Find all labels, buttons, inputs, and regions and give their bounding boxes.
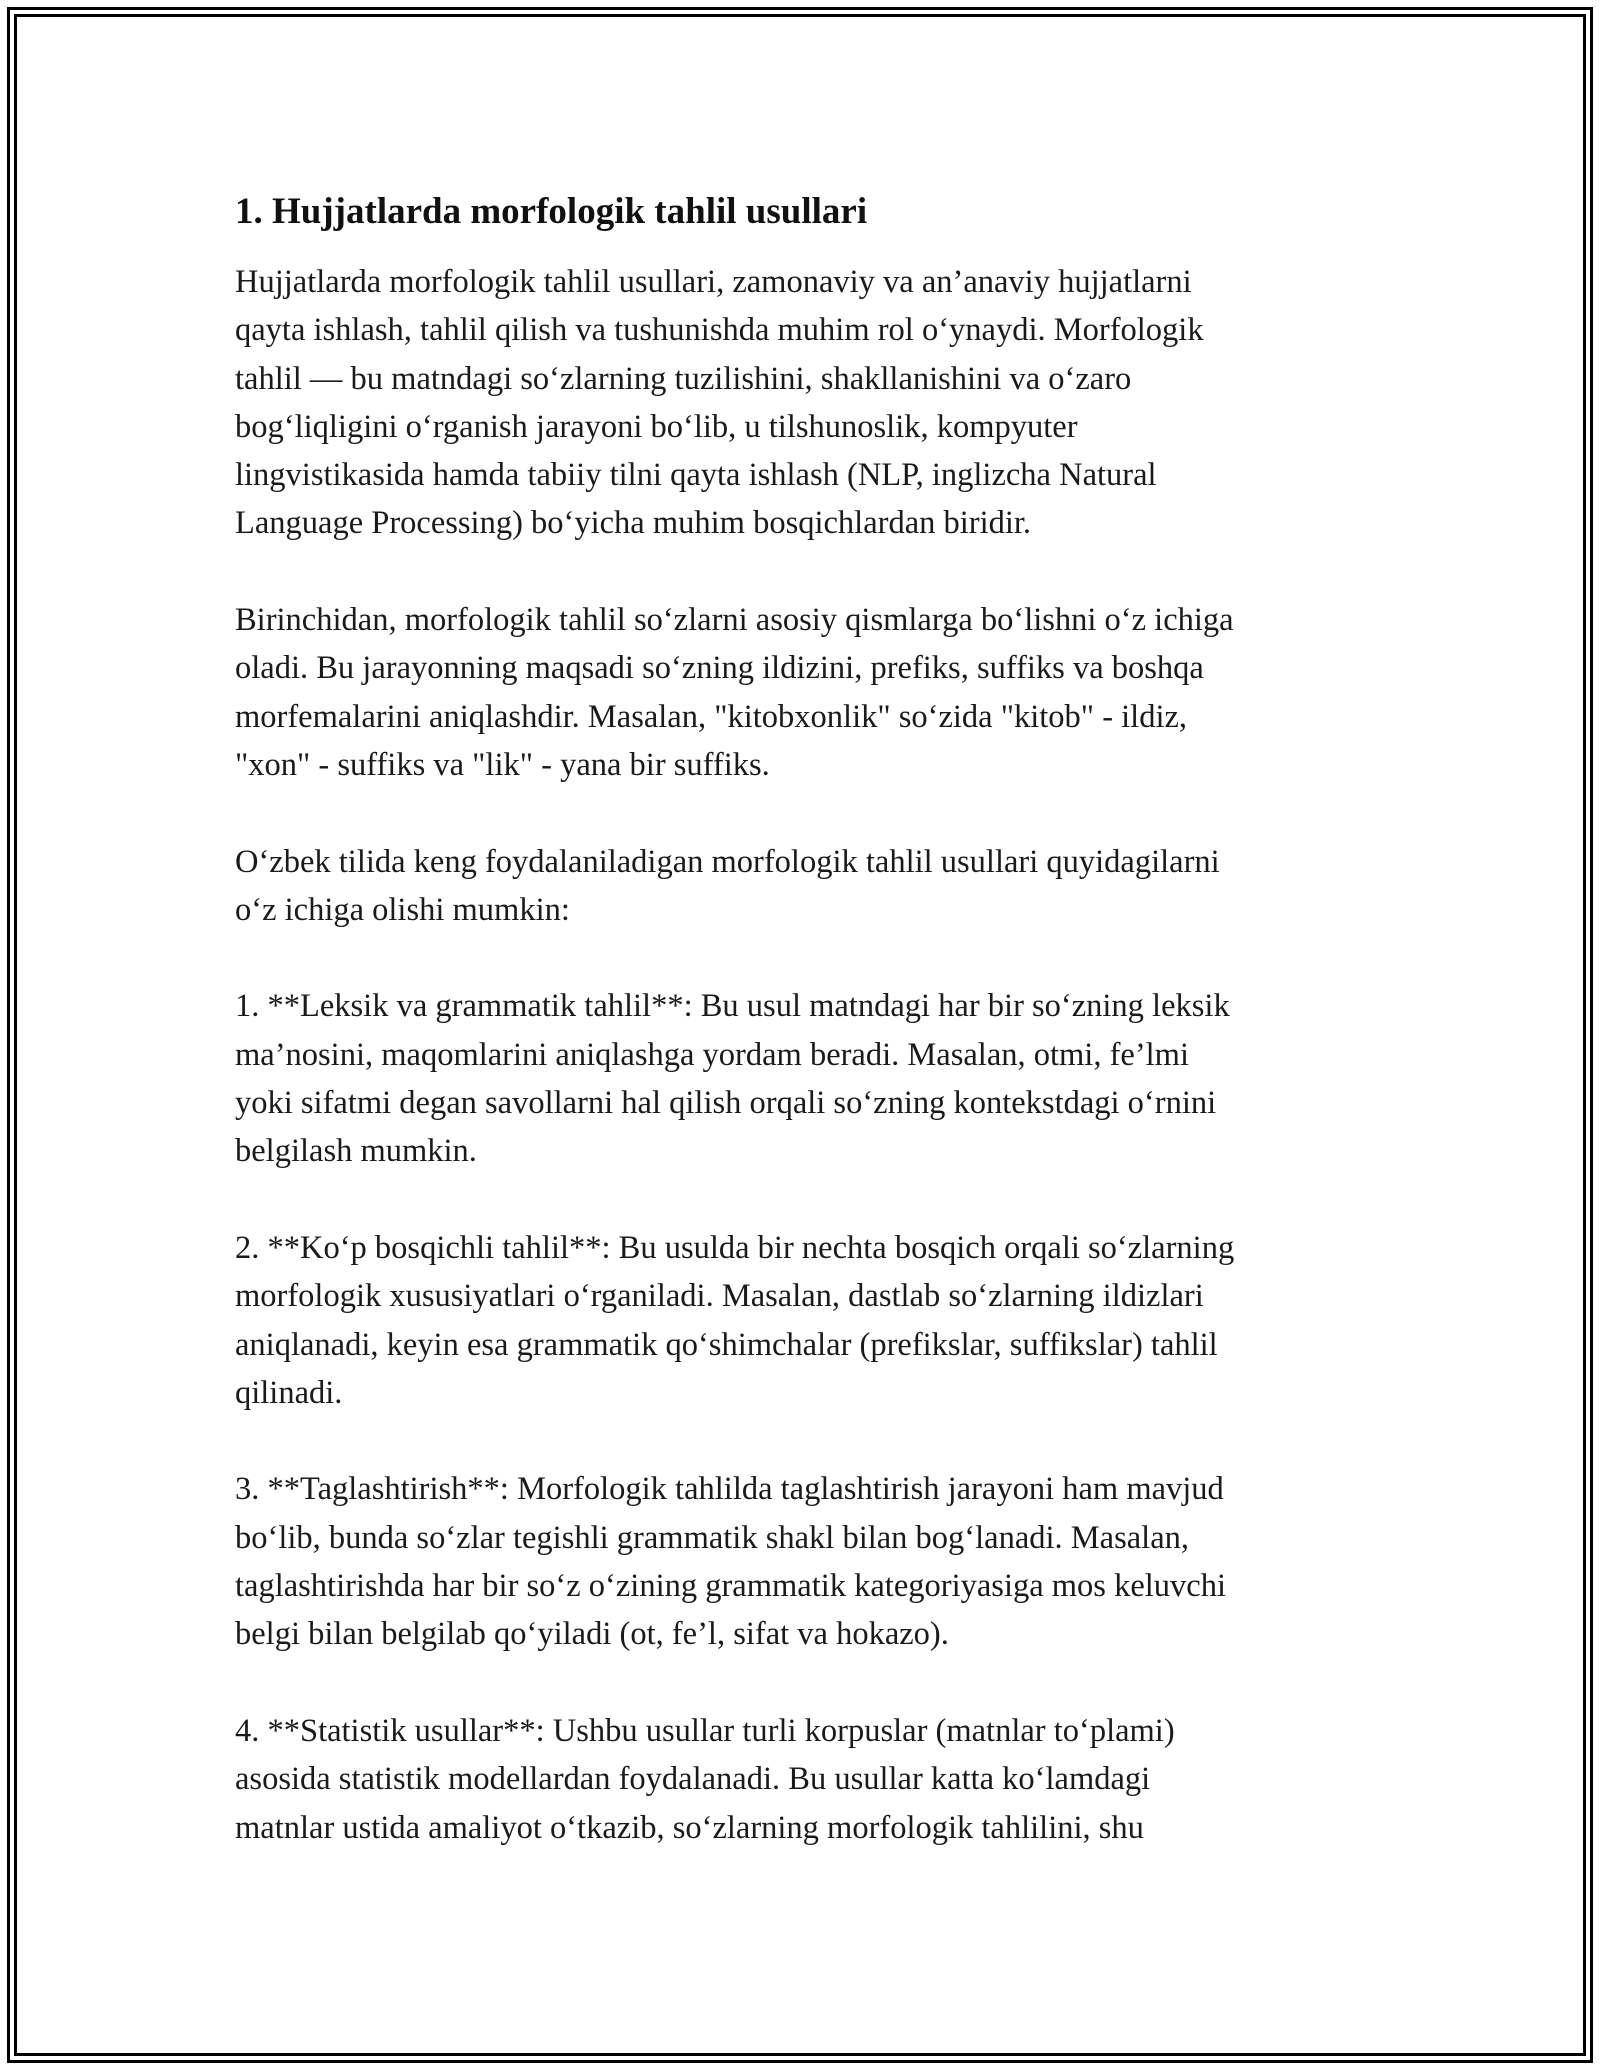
- list-item-multistage-analysis: 2. **Ko‘p bosqichli tahlil**: Bu usulda bir nechta bosqich orqali so‘zlarning morfologik xususiyatlari o‘rganiladi. Masalan, dastlab so‘zlarning ildizlari aniqlanadi, keyin esa grammatik qo‘shimchalar (prefikslar, suffikslar) tahlil qilinadi.: [235, 1229, 1235, 1411]
- list-item-statistical-methods: 4. **Statistik usullar**: Ushbu usullar turli korpuslar (matnlar to‘plami) asosida statistik modellardan foydalanadi. Bu usullar katta ko‘lamdagi matnlar ustida amaliyot o‘tkazib, so‘zlarning morfologik tahlilini, shu: [235, 1712, 1175, 1846]
- list-item-lexical-analysis: 1. **Leksik va grammatik tahlil**: Bu usul matndagi har bir so‘zning leksik ma’nosini, maqomlarini aniqlashga yordam beradi. Masalan, otmi, fe’lmi yoki sifatmi degan savollarni hal qilish orqali so‘zning kontekstdagi o‘rnini belgilash mumkin.: [235, 988, 1230, 1170]
- paragraph-first: Birinchidan, morfologik tahlil so‘zlarni asosiy qismlarga bo‘lishni o‘z ichiga oladi. Bu jarayonning maqsadi so‘zning ildizini, prefiks, suffiks va boshqa morfemalarini aniqlashdir. Masalan, "kitobxonlik" so‘zida "kitob" - ildiz, "xon" - suffiks va "lik" - yana bir suffiks.: [235, 602, 1234, 783]
- paragraph-intro: Hujjatlarda morfologik tahlil usullari, zamonaviy va an’anaviy hujjatlarni qayta ishlash, tahlil qilish va tushunishda muhim rol o‘ynaydi. Morfologik tahlil — bu matndagi so‘zlarning tuzilishini, shakllanishini va o‘zaro bog‘liqligini o‘rganish jarayoni bo‘lib, u tilshunoslik, kompyuter lingvistikasida hamda tabiiy tilni qayta ishlash (NLP, inglizcha Natural Language Processing) bo‘yicha muhim bosqichlardan biridir.: [235, 264, 1204, 542]
- section-heading: 1. Hujjatlarda morfologik tahlil usullari: [235, 191, 868, 232]
- list-item-tagging: 3. **Taglashtirish**: Morfologik tahlilda taglashtirish jarayoni ham mavjud bo‘lib, bunda so‘zlar tegishli grammatik shakl bilan bog‘lanadi. Masalan, taglashtirishda har bir so‘z o‘zining grammatik kategoriyasiga mos keluvchi belgi bilan belgilab qo‘yiladi (ot, fe’l, sifat va hokazo).: [235, 1471, 1226, 1653]
- document-body: [235, 188, 1385, 1852]
- paragraph-methods-intro: O‘zbek tilida keng foydalaniladigan morfologik tahlil usullari quyidagilarni o‘z ichiga olishi mumkin:: [235, 843, 1220, 928]
